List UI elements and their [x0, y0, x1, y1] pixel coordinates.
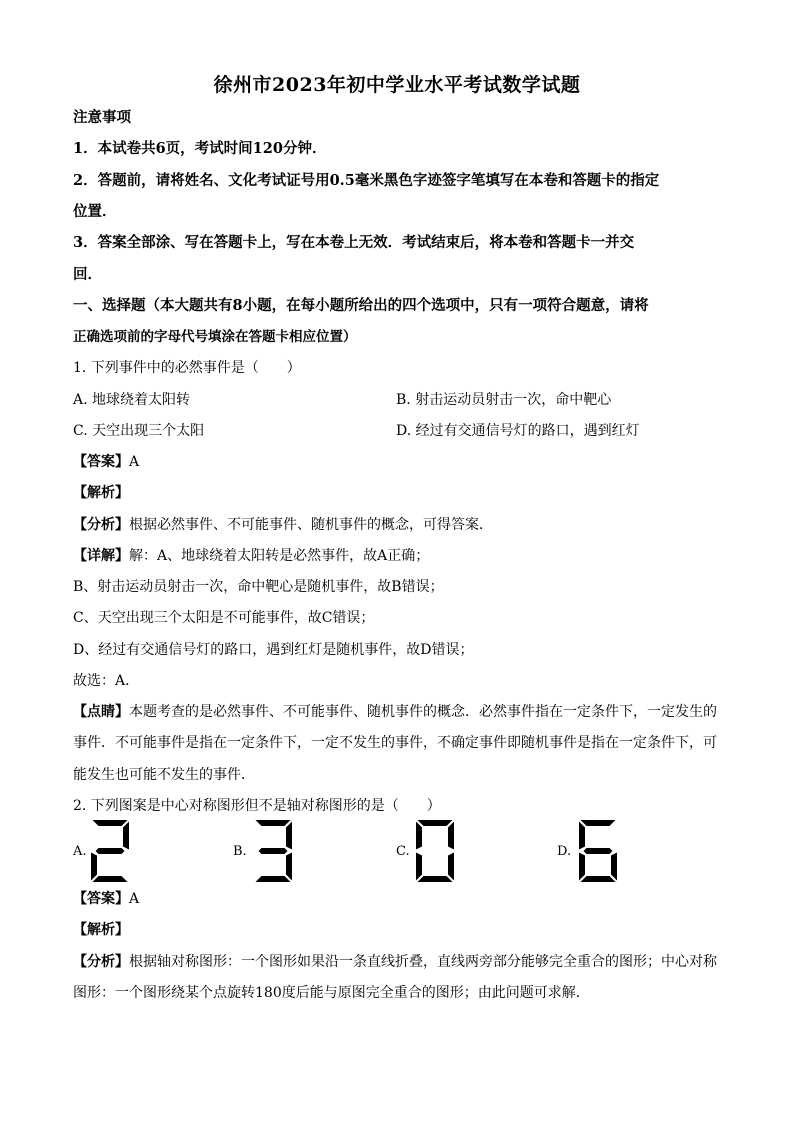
q1-option-b: B. 射击运动员射击一次，命中靶心: [396, 392, 612, 408]
digit-segment-c: [611, 853, 617, 881]
notes-heading: 注意事项: [73, 109, 131, 126]
exam-title: 徐州市2023年初中学业水平考试数学试题: [213, 74, 581, 96]
fenxi-text: 根据必然事件、不可能事件、随机事件的概念，可得答案．: [129, 517, 493, 533]
digit-segment-g: [96, 848, 125, 854]
fenxi-text-1: 根据轴对称图形：一个图形如果沿一条直线折叠，直线两旁部分能够完全重合的图形；中心对称: [129, 954, 717, 970]
q1-jiexi-tag: 【解析】: [73, 485, 129, 501]
digit-segment-f: [579, 822, 585, 850]
note-item-2: 2．答题前，请将姓名、文化考试证号用0.5毫米黑色字迹签字笔填写在本卷和答题卡的指定: [73, 172, 660, 189]
q2-choice-c-digit: [416, 820, 454, 882]
q2-choice-b-digit: [254, 820, 292, 882]
digit-segment-d: [418, 876, 453, 882]
digit-segment-f: [416, 822, 422, 850]
q1-stem: 1. 下列事件中的必然事件是（ ）: [73, 360, 301, 376]
q1-line-c: C、天空出现三个太阳是不可能事件，故C错误；: [73, 610, 375, 626]
digit-segment-g: [584, 848, 613, 854]
q1-option-d: D. 经过有交通信号灯的路口，遇到红灯: [396, 423, 640, 439]
digit-segment-b: [123, 822, 129, 850]
q2-fenxi: [73, 952, 733, 972]
q1-answer: [73, 452, 733, 472]
digit-segment-a: [93, 820, 128, 826]
answer-value: A: [129, 891, 140, 907]
q2-choice-b-label: B.: [233, 844, 247, 859]
answer-tag: 【答案】: [73, 454, 129, 470]
digit-segment-c: [448, 853, 454, 881]
digit-segment-e: [579, 853, 585, 881]
q2-choice-d-label: D.: [557, 844, 572, 859]
section-heading-line2: 正确选项前的字母代号填涂在答题卡相应位置）: [73, 329, 357, 345]
q2-jiexi-tag: 【解析】: [73, 922, 129, 938]
q2-choice-d-digit: [579, 820, 617, 882]
q1-line-b: B、射击运动员射击一次，命中靶心是随机事件，故B错误；: [73, 579, 444, 595]
q1-dianjing-3: 能发生也可能不发生的事件．: [73, 767, 255, 783]
digit-segment-a: [581, 820, 616, 826]
q2-fenxi-2: 图形：一个图形绕某个点旋转180度后能与原图完全重合的图形；由此问题可求解．: [73, 985, 590, 1001]
digit-segment-d: [93, 876, 128, 882]
q1-option-c: C. 天空出现三个太阳: [73, 423, 205, 439]
digit-segment-a: [256, 820, 291, 826]
note-item-2-cont: 位置．: [73, 203, 117, 220]
q1-dianjing: [73, 702, 733, 722]
digit-segment-c: [286, 853, 292, 881]
q1-dianjing-2: 事件．不可能事件是指在一定条件下，一定不发生的事件，不确定事件即随机事件是指在一定条件下，可: [73, 735, 717, 751]
fenxi-tag: 【分析】: [73, 517, 129, 533]
digit-segment-b: [286, 822, 292, 850]
q2-choice-a-digit: [91, 820, 129, 882]
fenxi-tag: 【分析】: [73, 954, 129, 970]
xiangjie-text: 解：A、地球绕着太阳转是必然事件，故A正确；: [129, 548, 430, 564]
digit-segment-a: [418, 820, 453, 826]
digit-segment-g: [259, 848, 288, 854]
note-item-1: 1．本试卷共6页，考试时间120分钟．: [73, 140, 327, 157]
q2-stem: 2. 下列图案是中心对称图形但不是轴对称图形的是（ ）: [73, 798, 441, 814]
q1-line-choice: 故选：A．: [73, 673, 140, 689]
answer-value: A: [129, 454, 140, 470]
digit-segment-e: [416, 853, 422, 881]
q1-option-a: A. 地球绕着太阳转: [73, 392, 191, 408]
q1-fenxi: [73, 515, 733, 535]
digit-segment-d: [581, 876, 616, 882]
q1-xiangjie: [73, 546, 733, 566]
dianjing-text-1: 本题考查的是必然事件、不可能事件、随机事件的概念．必然事件指在一定条件下，一定发生的: [129, 704, 717, 720]
dianjing-tag: 【点睛】: [73, 704, 129, 720]
q2-choice-a-label: A.: [73, 844, 87, 859]
xiangjie-tag: 【详解】: [73, 548, 129, 564]
digit-segment-e: [91, 853, 97, 881]
q1-line-d: D、经过有交通信号灯的路口，遇到红灯是随机事件，故D错误；: [73, 642, 474, 658]
q2-choice-c-label: C.: [396, 844, 410, 859]
note-item-3-cont: 回．: [73, 266, 102, 283]
digit-segment-b: [448, 822, 454, 850]
answer-tag: 【答案】: [73, 891, 129, 907]
note-item-3: 3．答案全部涂、写在答题卡上，写在本卷上无效．考试结束后，将本卷和答题卡一并交: [73, 234, 635, 251]
section-heading-line1: 一、选择题（本大题共有8小题，在每小题所给出的四个选项中，只有一项符合题意，请将: [73, 297, 649, 314]
q2-answer: [73, 889, 733, 909]
digit-segment-d: [256, 876, 291, 882]
